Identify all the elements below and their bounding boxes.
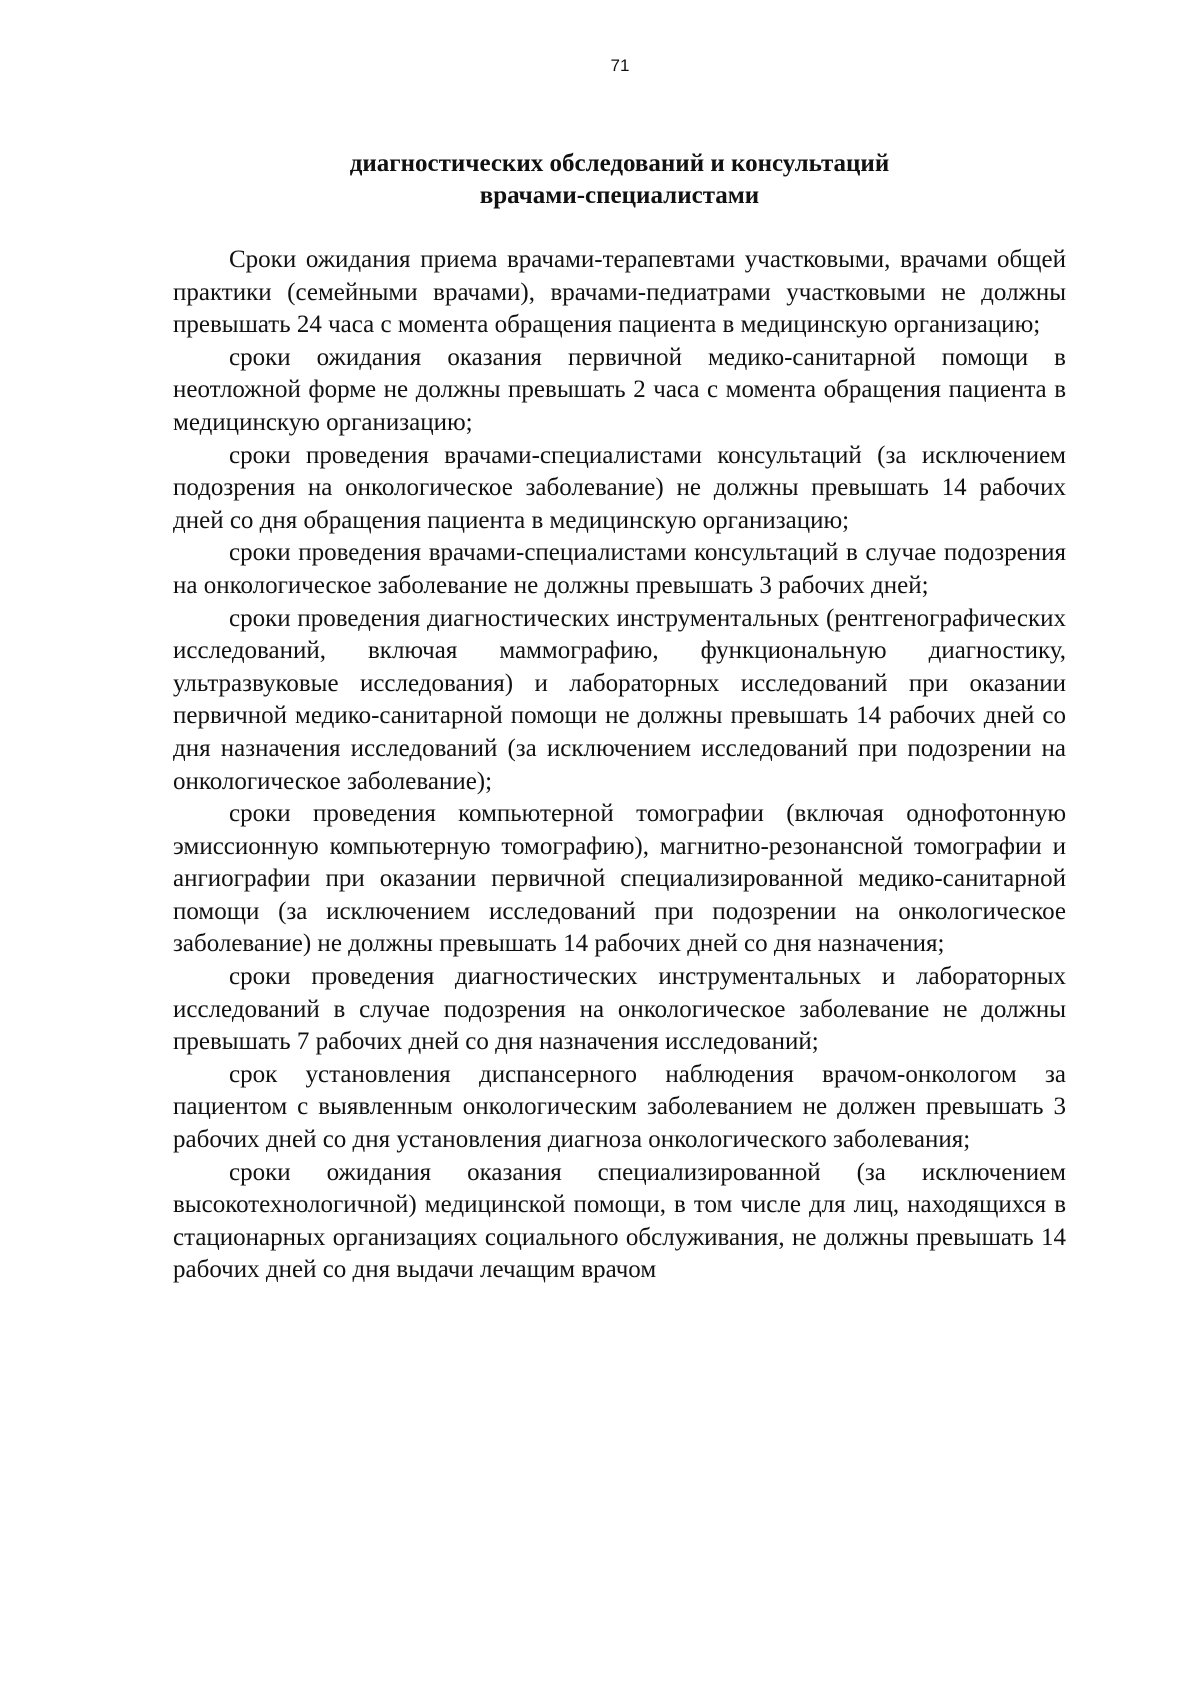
paragraph-specialist-consultations: сроки проведения врачами-специалистами консультаций (за исключением подозрения на онкологическое заболевание) не должны превышать 14 рабочих дней со дня обращения пациента в медицинскую организацию; [173,441,1066,534]
section-heading-line-2: врачами-специалистами [479,182,760,209]
paragraph-urgent-care: сроки ожидания оказания первичной медико-санитарной помощи в неотложной форме не должны превышать 2 часа с момента обращения пациента в медицинскую организацию; [173,343,1066,436]
paragraph-specialized-care: сроки ожидания оказания специализированной (за исключением высокотехнологичной) медицинской помощи, в том числе для лиц, находящихся в стационарных организациях социального обслуживания, не должны превышать 14 рабочих дней со дня выдачи лечащим врачом [173,1158,1066,1284]
paragraph-dispensary-observation: срок установления диспансерного наблюдения врачом-онкологом за пациентом с выявленным онкологическим заболеванием не должен превышать 3 рабочих дней со дня установления диагноза онкологического заболевания; [173,1060,1066,1154]
paragraph-diagnostic-tests: сроки проведения диагностических инструментальных (рентгенографических исследований, включая маммографию, функциональную диагностику, ультразвуковые исследования) и лабораторных исследований при оказании первичной медико-санитарной помощи не должны превышать 14 рабочих дней со дня назначения исследований (за исключением исследований при подозрении на онкологическое заболевание); [173,604,1066,795]
paragraph-waiting-therapists: Сроки ожидания приема врачами-терапевтами участковыми, врачами общей практики (семейными врачами), врачами-педиатрами участковыми не должны превышать 24 часа с момента обращения пациента в медицинскую организацию; [173,246,1066,339]
page-number: 71 [610,56,630,75]
section-heading-line-1: диагностических обследований и консультаций [349,150,890,177]
paragraph-tomography: сроки проведения компьютерной томографии (включая однофотонную эмиссионную компьютерную томографию), магнитно-резонансной томографии и ангиографии при оказании первичной специализированной медико-санитарной помощи (за исключением исследований при подозрении на онкологическое заболевание) не должны превышать 14 рабочих дней со дня назначения; [173,800,1066,958]
body-text [173,244,1066,1287]
section-heading [173,148,1066,212]
paragraph-oncology-diagnostics: сроки проведения диагностических инструментальных и лабораторных исследований в случае подозрения на онкологическое заболевание не должны превышать 7 рабочих дней со дня назначения исследований; [173,963,1066,1056]
paragraph-oncology-consultations: сроки проведения врачами-специалистами консультаций в случае подозрения на онкологическое заболевание не должны превышать 3 рабочих дней; [173,539,1066,599]
